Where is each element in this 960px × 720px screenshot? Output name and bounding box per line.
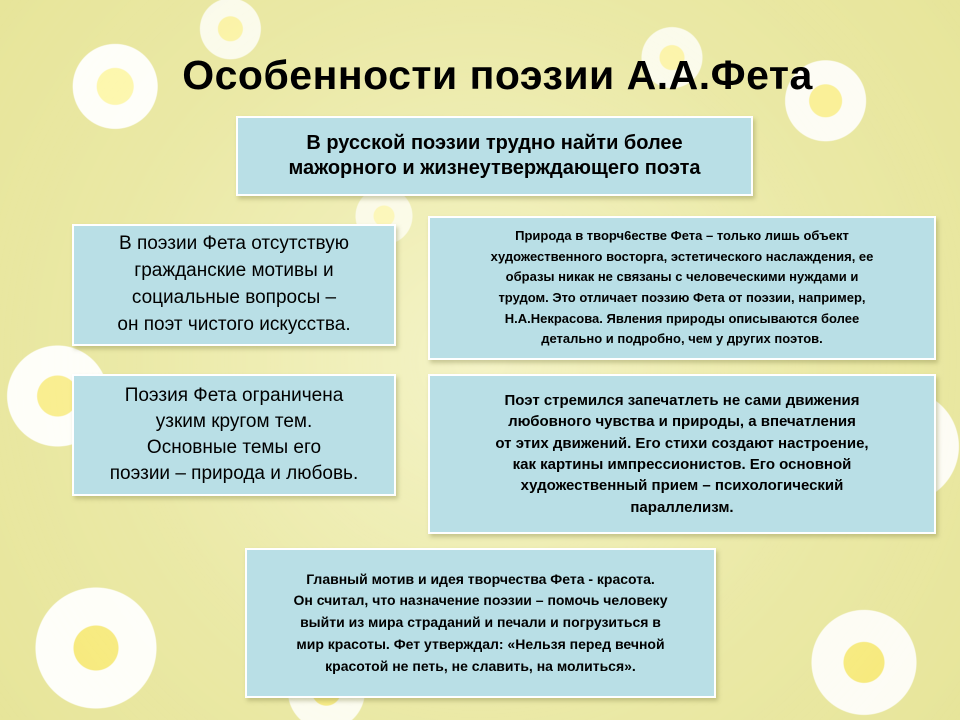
- pure-art-box: [72, 224, 396, 346]
- pure-art-text: В поэзии Фета отсутствую гражданские мотивы и социальные вопросы – он поэт чистого искусства.: [117, 233, 351, 335]
- intro-box: [236, 116, 753, 196]
- themes-text: Поэзия Фета ограничена узким кругом тем. Основные темы его поэзии – природа и любовь.: [109, 384, 359, 485]
- nature-text: Природа в творч6естве Фета – только лишь объект художественного восторга, эстетического наслаждения, ее образы никак не связаны с человеческими нуждами и трудом. Это отличает поэзию Фета от поэзии, например, Н.А.Некрасова. Явления природы описываются более детально и подробно, чем у других поэтов.: [490, 228, 874, 347]
- impressions-text: Поэт стремился запечатлеть не сами движения любовного чувства и природы, а впечатления от этих движений. Его стихи создают настроение, как картины импрессионистов. Его основной художественный прием – психологический параллелизм.: [495, 392, 869, 516]
- intro-text: В русской поэзии трудно найти более мажорного и жизнеутверждающего поэта: [288, 131, 701, 179]
- nature-box: [428, 216, 936, 360]
- impressions-box: [428, 374, 936, 534]
- themes-box: [72, 374, 396, 496]
- slide-title: Особенности поэзии А.А.Фета: [182, 52, 813, 98]
- beauty-text: Главный мотив и идея творчества Фета - красота. Он считал, что назначение поэзии – помочь человеку выйти из мира страданий и печали и погрузиться в мир красоты. Фет утверждал: «Нельзя перед вечной красотой не петь, не славить, на молиться».: [293, 570, 668, 674]
- beauty-box: [245, 548, 716, 698]
